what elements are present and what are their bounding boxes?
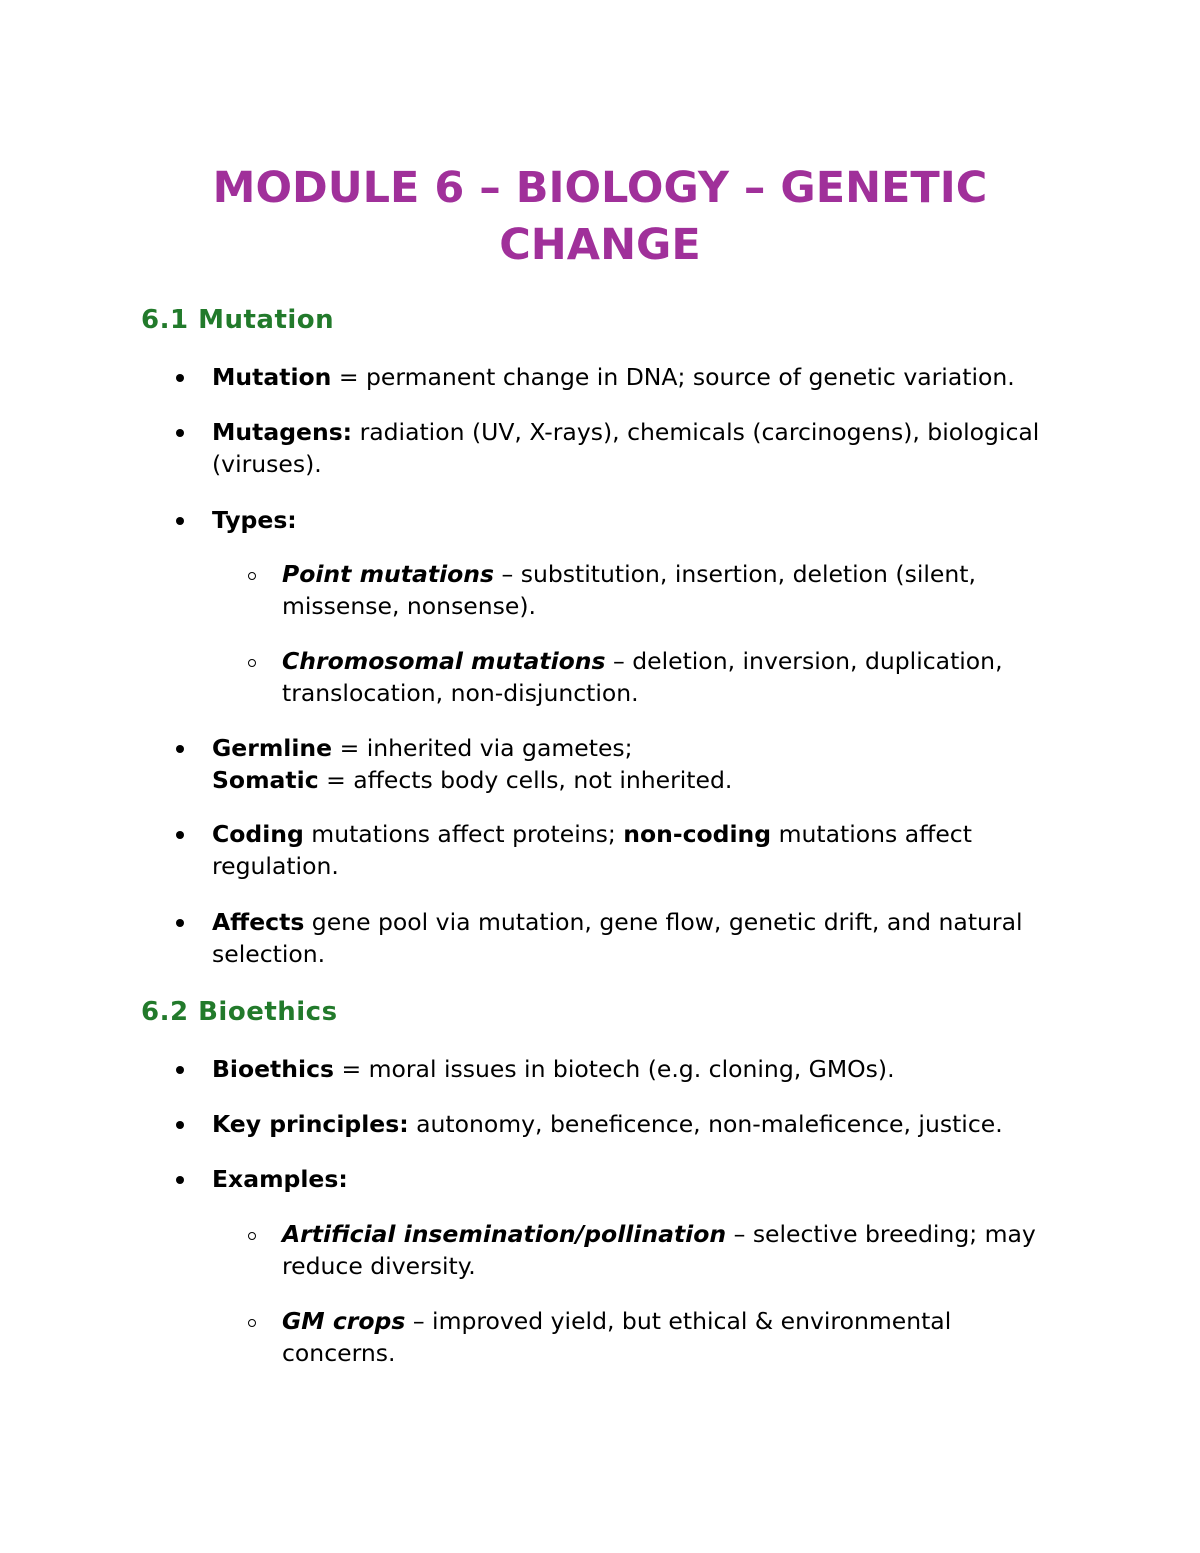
section-heading-bioethics: 6.2 Bioethics [141, 997, 338, 1027]
bullet-icon [172, 1108, 190, 1140]
sub-bullet-icon [246, 558, 262, 590]
bullet-icon [172, 906, 190, 938]
title-line-2: CHANGE [499, 220, 701, 270]
sub-bullet-icon [246, 1218, 262, 1250]
list-item-key-principles: Key principles: autonomy, beneficence, non-maleficence, justice. [212, 1110, 1003, 1138]
bullet-icon [172, 1163, 190, 1195]
bullet-icon [172, 361, 190, 393]
list-item-affects: Affects gene pool via mutation, gene flow, genetic drift, and natural selection. [212, 908, 1023, 968]
sub-item-chromosomal-mutations: Chromosomal mutations – deletion, inversion, duplication, translocation, non-disjunction. [282, 647, 1003, 707]
bullet-icon [172, 504, 190, 536]
bullet-icon [172, 1053, 190, 1085]
list-item-examples: Examples: [212, 1165, 348, 1193]
list-item-types: Types: [212, 506, 297, 534]
section-heading-mutation: 6.1 Mutation [141, 305, 335, 335]
bullet-icon [172, 416, 190, 448]
sub-item-point-mutations: Point mutations – substitution, insertion, deletion (silent, missense, nonsense). [282, 560, 976, 620]
list-item-coding: Coding mutations affect proteins; non-coding mutations affect regulation. [212, 820, 972, 880]
sub-item-gm-crops: GM crops – improved yield, but ethical & environmental concerns. [282, 1307, 952, 1367]
title-line-1: MODULE 6 – BIOLOGY – GENETIC [212, 163, 988, 213]
bullet-icon [172, 732, 190, 764]
list-item-mutation: Mutation = permanent change in DNA; source of genetic variation. [212, 363, 1015, 391]
sub-item-artificial-insemination: Artificial insemination/pollination – selective breeding; may reduce diversity. [282, 1220, 1036, 1280]
list-item-germline: Germline = inherited via gametes; Somatic = affects body cells, not inherited. [212, 734, 733, 794]
list-item-mutagens: Mutagens: radiation (UV, X-rays), chemicals (carcinogens), biological (viruses). [212, 418, 1040, 478]
sub-bullet-icon [246, 1305, 262, 1337]
bullet-icon [172, 818, 190, 850]
page-title [0, 160, 1200, 274]
sub-bullet-icon [246, 645, 262, 677]
list-item-bioethics: Bioethics = moral issues in biotech (e.g. cloning, GMOs). [212, 1055, 895, 1083]
